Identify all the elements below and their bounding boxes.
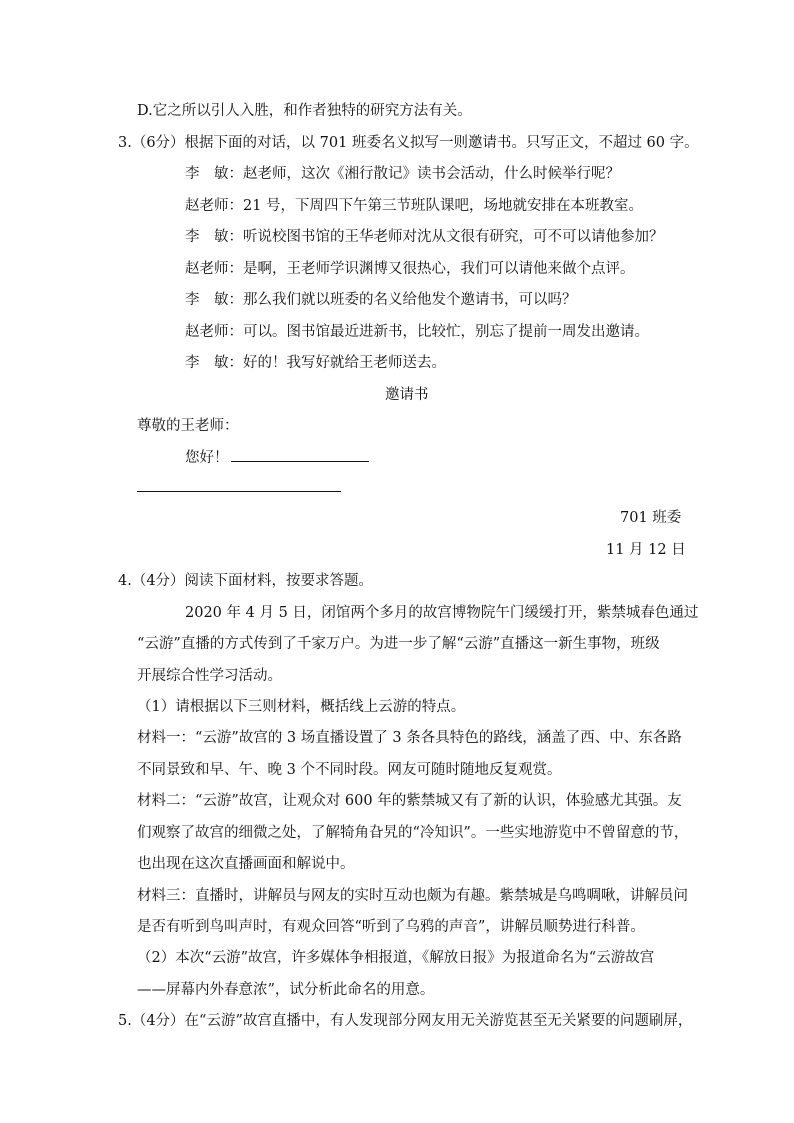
letter-title: 邀请书 (385, 387, 429, 403)
q2-option-d: D.它之所以引人入胜，和作者独特的研究方法有关。 (137, 103, 472, 119)
dialogue-line: 赵老师：是啊，王老师学识渊博又很热心，我们可以请他来做个点评。 (185, 261, 635, 277)
q4-intro-line: “云游”直播的方式传到了千家万户。为进一步了解“云游”直播这一新生事物，班级 (137, 636, 660, 652)
answer-blank-line[interactable] (137, 491, 341, 492)
q4-sub1: （1）请根据以下三则材料，概括线上云游的特点。 (137, 699, 466, 715)
material-2-line: 材料二：“云游”故宫，让观众对 600 年的紫禁城又有了新的认识，体验感尤其强。友 (137, 793, 682, 809)
material-3-line: 是否有听到鸟叫声时，有观众回答“听到了乌鸦的声音”，讲解员顺势进行科普。 (137, 919, 645, 935)
dialogue-line: 赵老师：可以。图书馆最近进新书，比较忙，别忘了提前一周发出邀请。 (185, 324, 649, 340)
material-2-line: 也出现在这次直播画面和解说中。 (137, 856, 355, 872)
q4-sub2-line: （2）本次“云游”故宫，许多媒体争相报道，《解放日报》为报道命名为“云游故宫 (137, 950, 655, 966)
q4-intro-line: 开展综合性学习活动。 (137, 668, 282, 684)
letter-greeting-line (185, 447, 369, 468)
letter-salutation: 尊敬的王老师： (137, 418, 239, 434)
q3-header: 3.（6分）根据下面的对话，以 701 班委名义拟写一则邀请书。只写正文，不超过 60 字。 (118, 135, 699, 151)
material-1-line: 不同景致和早、午、晚 3 个不同时段。网友可随时随地反复观赏。 (137, 762, 562, 778)
q4-header: 4.（4分）阅读下面材料，按要求答题。 (118, 573, 374, 589)
material-2-line: 们观察了故宫的细微之处，了解犄角旮旯的“冷知识”。一些实地游览中不曾留意的节， (137, 825, 689, 841)
material-3-line: 材料三：直播时，讲解员与网友的实时互动也颇为有趣。紫禁城是乌鸣啁啾，讲解员问 (137, 888, 688, 904)
dialogue-line: 李 敏：听说校图书馆的王华老师对沈从文很有研究，可不可以请他参加？ (185, 229, 664, 245)
dialogue-line: 李 敏：赵老师，这次《湘行散记》读书会活动，什么时候举行呢？ (185, 166, 620, 182)
dialogue-line: 赵老师：21 号，下周四下午第三节班队课吧，场地就安排在本班教室。 (185, 198, 644, 214)
q4-intro-line: 2020 年 4 月 5 日，闭馆两个多月的故宫博物院午门缓缓打开，紫禁城春色通过 (185, 605, 699, 621)
q4-sub2-line: ——屏幕内外春意浓”，试分析此命名的用意。 (137, 982, 435, 998)
letter-signature: 701 班委 (620, 510, 682, 526)
dialogue-line: 李 敏：那么我们就以班委的名义给他发个邀请书，可以吗？ (185, 292, 577, 308)
material-1-line: 材料一：“云游”故宫的 3 场直播设置了 3 条各具特色的路线，涵盖了西、中、东各路 (137, 730, 682, 746)
letter-greeting: 您好！ (185, 450, 229, 466)
dialogue-line: 李 敏：好的！我写好就给王老师送去。 (185, 355, 446, 371)
answer-blank[interactable] (231, 447, 369, 462)
letter-date: 11 月 12 日 (606, 542, 686, 558)
q5-header: 5.（4分）在“云游”故宫直播中，有人发现部分网友用无关游览甚至无关紧要的问题刷屏， (118, 1013, 693, 1029)
